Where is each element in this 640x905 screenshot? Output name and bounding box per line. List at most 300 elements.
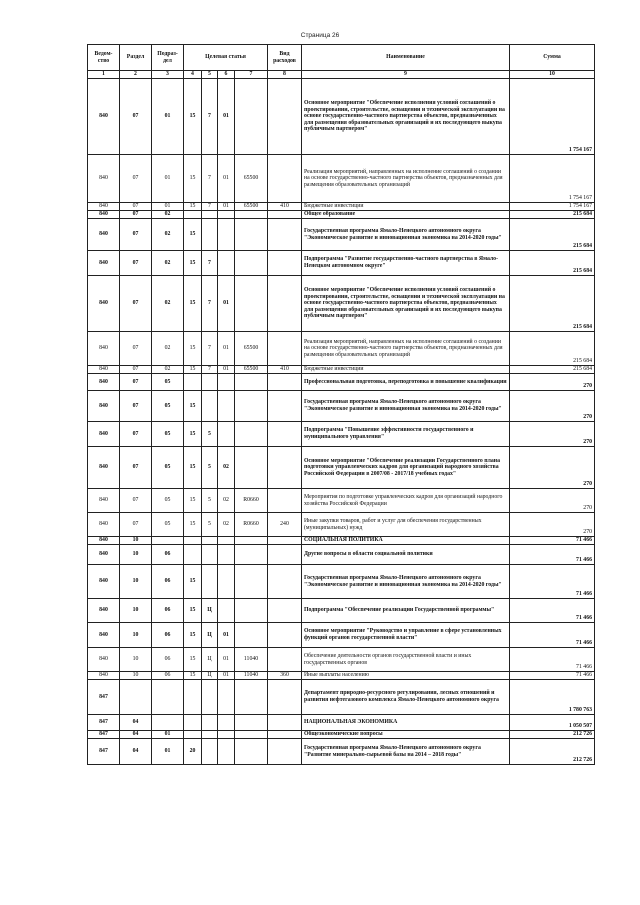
table-row	[88, 251, 595, 276]
cs-subprogram-cell	[202, 537, 218, 545]
header-naimenovanie: Наименование	[302, 45, 510, 71]
cs-subprogram-cell: 5	[202, 513, 218, 537]
table-row	[88, 513, 595, 537]
table-row	[88, 332, 595, 366]
ved-cell: 840	[88, 447, 120, 489]
name-cell: Государственная программа Ямало-Ненецкого автономного округа "Экономическое развитие и инновационная экономика на 2014-2020 годы"	[302, 391, 510, 422]
cs-program-cell: 15	[184, 489, 202, 513]
cs-program-cell: 15	[184, 251, 202, 276]
cs-event-cell	[218, 680, 235, 715]
index-cell: 7	[235, 71, 268, 79]
cs-direction-cell	[235, 251, 268, 276]
name-cell: Основное мероприятие "Руководство и управление в сфере установленных функций органов государственной власти"	[302, 623, 510, 648]
cs-event-cell	[218, 545, 235, 565]
header-ved: Ведом-ство	[88, 45, 120, 71]
cs-event-cell: 01	[218, 155, 235, 203]
razdel-cell: 07	[120, 447, 152, 489]
vid-rashodov-cell	[268, 731, 302, 739]
cs-program-cell: 20	[184, 739, 202, 765]
sum-cell: 215 684	[510, 219, 595, 251]
name-cell: Бюджетные инвестиции	[302, 203, 510, 211]
sum-cell: 212 726	[510, 731, 595, 739]
cs-program-cell	[184, 374, 202, 391]
cs-event-cell: 01	[218, 623, 235, 648]
cs-program-cell: 15	[184, 422, 202, 447]
podrazdel-cell: 06	[152, 623, 184, 648]
cs-subprogram-cell	[202, 545, 218, 565]
cs-subprogram-cell: Ц	[202, 599, 218, 623]
name-cell: Государственная программа Ямало-Ненецкого автономного округа "Экономическое развитие и инновационная экономика на 2014-2020 годы"	[302, 565, 510, 599]
index-cell: 2	[120, 71, 152, 79]
sum-cell: 215 684	[510, 251, 595, 276]
name-cell: Профессиональная подготовка, переподготовка и повышение квалификации	[302, 374, 510, 391]
index-cell: 4	[184, 71, 202, 79]
cs-event-cell	[218, 599, 235, 623]
cs-event-cell: 01	[218, 79, 235, 155]
razdel-cell: 10	[120, 648, 152, 672]
cs-program-cell	[184, 680, 202, 715]
name-cell: Общеэкономические вопросы	[302, 731, 510, 739]
table-row	[88, 680, 595, 715]
index-cell: 5	[202, 71, 218, 79]
razdel-cell: 07	[120, 489, 152, 513]
cs-program-cell: 15	[184, 332, 202, 366]
vid-rashodov-cell: 360	[268, 672, 302, 680]
cs-direction-cell	[235, 680, 268, 715]
vid-rashodov-cell: 410	[268, 366, 302, 374]
vid-rashodov-cell	[268, 648, 302, 672]
header-summa: Сумма	[510, 45, 595, 71]
table-row	[88, 623, 595, 648]
sum-cell: 71 466	[510, 545, 595, 565]
cs-program-cell: 15	[184, 203, 202, 211]
sum-cell: 270	[510, 513, 595, 537]
cs-event-cell: 02	[218, 513, 235, 537]
cs-subprogram-cell: 5	[202, 447, 218, 489]
name-cell: Иные выплаты населению	[302, 672, 510, 680]
razdel-cell: 04	[120, 715, 152, 731]
cs-event-cell	[218, 251, 235, 276]
ved-cell: 840	[88, 537, 120, 545]
name-cell: Основное мероприятие "Обеспечение исполнения условий соглашений о проектировании, строительстве, оснащении и технической эксплуатации на основе государственно-частного партнерства объектов, предназначенных для размещения образовательных организаций и их последующего выкупа публичным партнером"	[302, 79, 510, 155]
name-cell: Государственная программа Ямало-Ненецкого автономного округа "Развитие минерально-сырьевой базы на 2014 – 2018 годы"	[302, 739, 510, 765]
podrazdel-cell: 05	[152, 489, 184, 513]
cs-direction-cell	[235, 422, 268, 447]
cs-subprogram-cell: 7	[202, 79, 218, 155]
razdel-cell: 07	[120, 391, 152, 422]
table-row	[88, 672, 595, 680]
ved-cell: 840	[88, 251, 120, 276]
razdel-cell: 10	[120, 672, 152, 680]
index-cell: 9	[302, 71, 510, 79]
vid-rashodov-cell	[268, 565, 302, 599]
cs-program-cell: 15	[184, 391, 202, 422]
cs-event-cell	[218, 211, 235, 219]
table-row	[88, 715, 595, 731]
name-cell: Реализация мероприятий, направленных на исполнение соглашений о создании на основе государственно-частного партнерства объектов, предназначенных для размещения образовательных организаций	[302, 332, 510, 366]
sum-cell: 1 754 167	[510, 79, 595, 155]
podrazdel-cell: 01	[152, 79, 184, 155]
vid-rashodov-cell	[268, 211, 302, 219]
cs-event-cell	[218, 739, 235, 765]
cs-event-cell	[218, 715, 235, 731]
ved-cell: 840	[88, 219, 120, 251]
ved-cell: 840	[88, 648, 120, 672]
index-cell: 1	[88, 71, 120, 79]
razdel-cell: 10	[120, 537, 152, 545]
ved-cell: 840	[88, 489, 120, 513]
cs-direction-cell	[235, 731, 268, 739]
sum-cell: 71 466	[510, 648, 595, 672]
razdel-cell: 10	[120, 623, 152, 648]
cs-program-cell: 15	[184, 565, 202, 599]
sum-cell: 270	[510, 422, 595, 447]
cs-subprogram-cell: 7	[202, 155, 218, 203]
podrazdel-cell: 05	[152, 391, 184, 422]
ved-cell: 840	[88, 545, 120, 565]
podrazdel-cell	[152, 715, 184, 731]
ved-cell: 847	[88, 715, 120, 731]
cs-event-cell	[218, 422, 235, 447]
sum-cell: 270	[510, 447, 595, 489]
podrazdel-cell: 05	[152, 422, 184, 447]
cs-subprogram-cell: 7	[202, 276, 218, 332]
header-podrazdel: Подраз-дел	[152, 45, 184, 71]
ved-cell: 840	[88, 623, 120, 648]
vid-rashodov-cell	[268, 599, 302, 623]
sum-cell: 215 684	[510, 366, 595, 374]
podrazdel-cell: 02	[152, 332, 184, 366]
name-cell: НАЦИОНАЛЬНАЯ ЭКОНОМИКА	[302, 715, 510, 731]
ved-cell: 840	[88, 565, 120, 599]
name-cell: Государственная программа Ямало-Ненецкого автономного округа "Экономическое развитие и инновационная экономика на 2014-2020 годы"	[302, 219, 510, 251]
sum-cell: 71 466	[510, 623, 595, 648]
cs-program-cell	[184, 545, 202, 565]
cs-direction-cell	[235, 79, 268, 155]
index-cell: 8	[268, 71, 302, 79]
vid-rashodov-cell	[268, 79, 302, 155]
cs-direction-cell	[235, 623, 268, 648]
ved-cell: 840	[88, 211, 120, 219]
cs-program-cell	[184, 211, 202, 219]
cs-direction-cell	[235, 545, 268, 565]
cs-subprogram-cell: Ц	[202, 648, 218, 672]
vid-rashodov-cell	[268, 276, 302, 332]
table-row	[88, 391, 595, 422]
cs-direction-cell: R0660	[235, 489, 268, 513]
ved-cell: 840	[88, 203, 120, 211]
razdel-cell: 10	[120, 545, 152, 565]
table-row	[88, 422, 595, 447]
cs-program-cell: 15	[184, 648, 202, 672]
sum-cell: 212 726	[510, 739, 595, 765]
cs-subprogram-cell: 7	[202, 332, 218, 366]
razdel-cell: 07	[120, 276, 152, 332]
ved-cell: 840	[88, 513, 120, 537]
podrazdel-cell: 01	[152, 739, 184, 765]
razdel-cell	[120, 680, 152, 715]
razdel-cell: 07	[120, 374, 152, 391]
name-cell: Бюджетные инвестиции	[302, 366, 510, 374]
ved-cell: 847	[88, 731, 120, 739]
podrazdel-cell: 05	[152, 447, 184, 489]
sum-cell: 1 780 763	[510, 680, 595, 715]
cs-direction-cell	[235, 219, 268, 251]
cs-event-cell	[218, 565, 235, 599]
cs-program-cell: 15	[184, 155, 202, 203]
cs-subprogram-cell: 7	[202, 251, 218, 276]
vid-rashodov-cell	[268, 680, 302, 715]
cs-event-cell	[218, 374, 235, 391]
cs-subprogram-cell	[202, 374, 218, 391]
name-cell: Департамент природно-ресурсного регулирования, лесных отношений и развития нефтегазового комплекса Ямало-Ненецкого автономного округа	[302, 680, 510, 715]
cs-direction-cell	[235, 599, 268, 623]
razdel-cell: 10	[120, 565, 152, 599]
name-cell: СОЦИАЛЬНАЯ ПОЛИТИКА	[302, 537, 510, 545]
table-row	[88, 366, 595, 374]
cs-direction-cell	[235, 537, 268, 545]
cs-direction-cell	[235, 374, 268, 391]
vid-rashodov-cell	[268, 155, 302, 203]
cs-program-cell: 15	[184, 672, 202, 680]
cs-subprogram-cell	[202, 731, 218, 739]
vid-rashodov-cell: 240	[268, 513, 302, 537]
razdel-cell: 07	[120, 219, 152, 251]
header-vid-rashodov: Вид расходов	[268, 45, 302, 71]
cs-subprogram-cell	[202, 391, 218, 422]
sum-cell: 1 050 507	[510, 715, 595, 731]
cs-program-cell: 15	[184, 219, 202, 251]
table-row	[88, 447, 595, 489]
ved-cell: 847	[88, 680, 120, 715]
razdel-cell: 07	[120, 513, 152, 537]
cs-event-cell	[218, 537, 235, 545]
ved-cell: 847	[88, 739, 120, 765]
razdel-cell: 07	[120, 155, 152, 203]
cs-direction-cell	[235, 391, 268, 422]
table-row	[88, 648, 595, 672]
name-cell: Подпрограмма "Обеспечение реализации Государственной программы"	[302, 599, 510, 623]
cs-subprogram-cell: Ц	[202, 623, 218, 648]
name-cell: Мероприятия по подготовке управленческих кадров для организаций народного хозяйства Российской Федерации	[302, 489, 510, 513]
podrazdel-cell: 05	[152, 374, 184, 391]
podrazdel-cell: 02	[152, 219, 184, 251]
cs-direction-cell: 11040	[235, 648, 268, 672]
razdel-cell: 07	[120, 211, 152, 219]
ved-cell: 840	[88, 155, 120, 203]
budget-table	[87, 44, 595, 765]
cs-direction-cell	[235, 447, 268, 489]
cs-direction-cell	[235, 739, 268, 765]
podrazdel-cell: 01	[152, 155, 184, 203]
page-number-label: Страница 26	[300, 32, 340, 39]
cs-event-cell: 01	[218, 366, 235, 374]
cs-program-cell: 15	[184, 599, 202, 623]
vid-rashodov-cell	[268, 715, 302, 731]
razdel-cell: 07	[120, 332, 152, 366]
name-cell: Реализация мероприятий, направленных на исполнение соглашений о создании на основе государственно-частного партнерства объектов, предназначенных для размещения образовательных организаций	[302, 155, 510, 203]
table-header-row	[88, 45, 595, 71]
name-cell: Подпрограмма "Повышение эффективности государственного и муниципального управления"	[302, 422, 510, 447]
razdel-cell: 04	[120, 739, 152, 765]
vid-rashodov-cell	[268, 623, 302, 648]
podrazdel-cell: 06	[152, 648, 184, 672]
podrazdel-cell: 06	[152, 672, 184, 680]
cs-subprogram-cell: 7	[202, 366, 218, 374]
podrazdel-cell: 01	[152, 731, 184, 739]
cs-subprogram-cell: 5	[202, 489, 218, 513]
table-row	[88, 731, 595, 739]
razdel-cell: 10	[120, 599, 152, 623]
cs-event-cell: 02	[218, 489, 235, 513]
cs-event-cell	[218, 219, 235, 251]
index-cell: 6	[218, 71, 235, 79]
vid-rashodov-cell	[268, 374, 302, 391]
ved-cell: 840	[88, 599, 120, 623]
cs-subprogram-cell	[202, 565, 218, 599]
cs-subprogram-cell: Ц	[202, 672, 218, 680]
ved-cell: 840	[88, 422, 120, 447]
cs-subprogram-cell	[202, 211, 218, 219]
name-cell: Основное мероприятие "Обеспечение реализации Государственного плана подготовки управленческих кадров для организаций народного хозяйства Российской Федерации в 2007/08 - 2017/18 учебных годах"	[302, 447, 510, 489]
sum-cell: 1 754 167	[510, 155, 595, 203]
cs-event-cell: 01	[218, 332, 235, 366]
podrazdel-cell: 02	[152, 211, 184, 219]
table-row	[88, 79, 595, 155]
cs-subprogram-cell: 7	[202, 203, 218, 211]
table-row	[88, 211, 595, 219]
podrazdel-cell: 06	[152, 565, 184, 599]
table-row	[88, 489, 595, 513]
name-cell: Обеспечение деятельности органов государственной власти и иных государственных органов	[302, 648, 510, 672]
header-celevaya-statya: Целевая статья	[184, 45, 268, 71]
podrazdel-cell: 02	[152, 366, 184, 374]
table-row	[88, 155, 595, 203]
cs-direction-cell: 65500	[235, 332, 268, 366]
cs-program-cell: 15	[184, 366, 202, 374]
table-row	[88, 276, 595, 332]
podrazdel-cell: 01	[152, 203, 184, 211]
sum-cell: 270	[510, 391, 595, 422]
name-cell: Общее образование	[302, 211, 510, 219]
razdel-cell: 07	[120, 366, 152, 374]
vid-rashodov-cell	[268, 447, 302, 489]
table-row	[88, 739, 595, 765]
ved-cell: 840	[88, 79, 120, 155]
index-cell: 3	[152, 71, 184, 79]
table-row	[88, 599, 595, 623]
sum-cell: 270	[510, 489, 595, 513]
razdel-cell: 07	[120, 79, 152, 155]
razdel-cell: 07	[120, 422, 152, 447]
cs-direction-cell	[235, 715, 268, 731]
cs-direction-cell	[235, 276, 268, 332]
name-cell: Подпрограмма "Развитие государственно-частного партнерства в Ямало-Ненецком автономном округе"	[302, 251, 510, 276]
razdel-cell: 07	[120, 251, 152, 276]
name-cell: Другие вопросы в области социальной политики	[302, 545, 510, 565]
index-cell: 10	[510, 71, 595, 79]
podrazdel-cell	[152, 537, 184, 545]
cs-program-cell: 15	[184, 276, 202, 332]
sum-cell: 215 684	[510, 211, 595, 219]
ved-cell: 840	[88, 672, 120, 680]
vid-rashodov-cell	[268, 739, 302, 765]
cs-program-cell	[184, 715, 202, 731]
cs-subprogram-cell	[202, 739, 218, 765]
cs-event-cell: 01	[218, 672, 235, 680]
podrazdel-cell	[152, 680, 184, 715]
cs-subprogram-cell	[202, 715, 218, 731]
cs-direction-cell: 65500	[235, 155, 268, 203]
ved-cell: 840	[88, 276, 120, 332]
vid-rashodov-cell	[268, 332, 302, 366]
cs-direction-cell: R0660	[235, 513, 268, 537]
table-row	[88, 219, 595, 251]
name-cell: Иные закупки товаров, работ и услуг для обеспечения государственных (муниципальных) нужд	[302, 513, 510, 537]
ved-cell: 840	[88, 332, 120, 366]
podrazdel-cell: 06	[152, 545, 184, 565]
vid-rashodov-cell	[268, 251, 302, 276]
table-row	[88, 374, 595, 391]
podrazdel-cell: 05	[152, 513, 184, 537]
podrazdel-cell: 02	[152, 276, 184, 332]
sum-cell: 71 466	[510, 599, 595, 623]
cs-direction-cell	[235, 565, 268, 599]
vid-rashodov-cell	[268, 219, 302, 251]
podrazdel-cell: 02	[152, 251, 184, 276]
cs-direction-cell: 65500	[235, 203, 268, 211]
name-cell: Основное мероприятие "Обеспечение исполнения условий соглашений о проектировании, строительстве, оснащении и технической эксплуатации на основе государственно-частного партнерства объектов, предназначенных для размещения образовательных организаций и их последующего выкупа публичным партнером"	[302, 276, 510, 332]
razdel-cell: 07	[120, 203, 152, 211]
cs-program-cell: 15	[184, 513, 202, 537]
cs-direction-cell: 65500	[235, 366, 268, 374]
podrazdel-cell: 06	[152, 599, 184, 623]
vid-rashodov-cell	[268, 422, 302, 447]
ved-cell: 840	[88, 391, 120, 422]
cs-program-cell	[184, 537, 202, 545]
cs-subprogram-cell: 5	[202, 422, 218, 447]
cs-direction-cell	[235, 211, 268, 219]
sum-cell: 71 466	[510, 565, 595, 599]
table-row	[88, 565, 595, 599]
sum-cell: 1 754 167	[510, 203, 595, 211]
cs-event-cell: 02	[218, 447, 235, 489]
razdel-cell: 04	[120, 731, 152, 739]
table-row	[88, 203, 595, 211]
cs-event-cell: 01	[218, 648, 235, 672]
cs-program-cell: 15	[184, 447, 202, 489]
cs-direction-cell: 11040	[235, 672, 268, 680]
vid-rashodov-cell: 410	[268, 203, 302, 211]
table-index-row	[88, 71, 595, 79]
cs-event-cell	[218, 391, 235, 422]
cs-program-cell: 15	[184, 623, 202, 648]
ved-cell: 840	[88, 366, 120, 374]
sum-cell: 71 466	[510, 537, 595, 545]
vid-rashodov-cell	[268, 537, 302, 545]
ved-cell: 840	[88, 374, 120, 391]
cs-program-cell	[184, 731, 202, 739]
sum-cell: 215 684	[510, 332, 595, 366]
cs-program-cell: 15	[184, 79, 202, 155]
vid-rashodov-cell	[268, 545, 302, 565]
cs-event-cell: 01	[218, 203, 235, 211]
table-row	[88, 537, 595, 545]
cs-subprogram-cell	[202, 219, 218, 251]
cs-event-cell	[218, 731, 235, 739]
sum-cell: 71 466	[510, 672, 595, 680]
cs-event-cell: 01	[218, 276, 235, 332]
